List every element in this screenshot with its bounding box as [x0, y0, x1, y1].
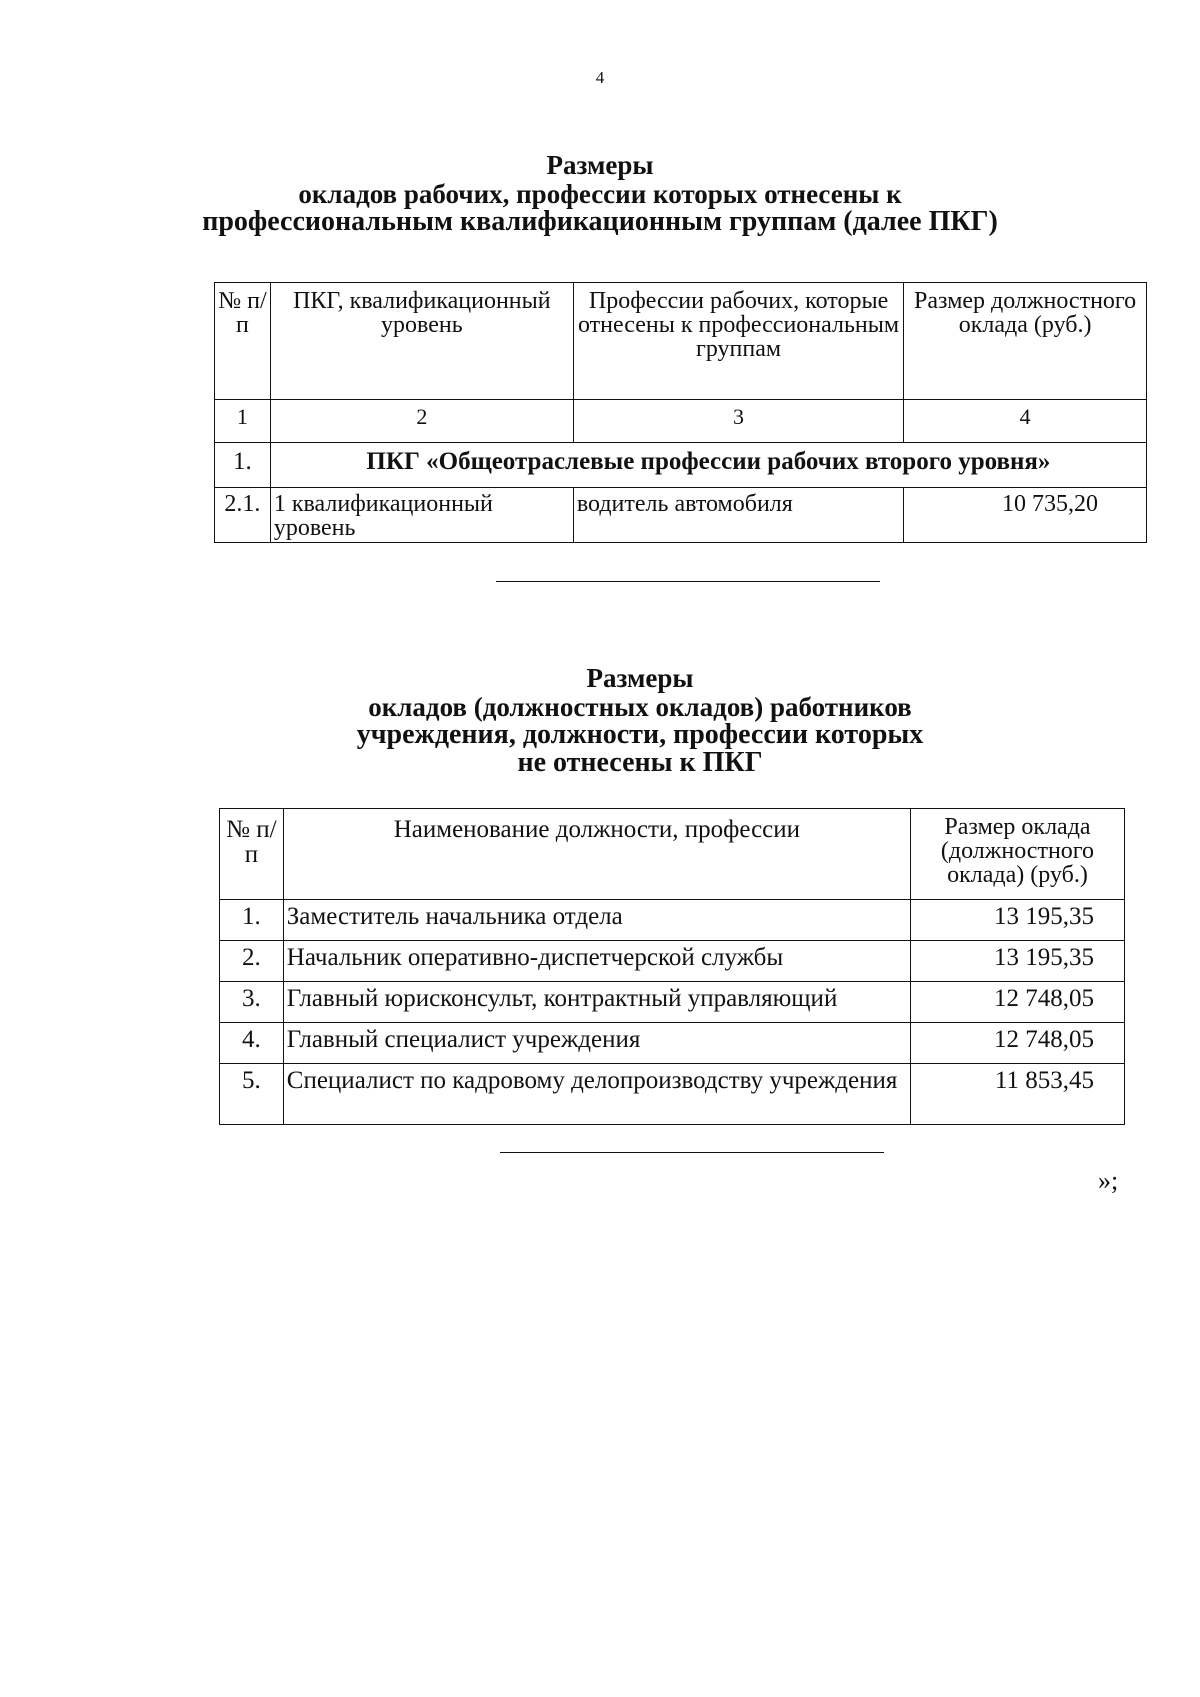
row-number: 5.	[220, 1064, 284, 1125]
staff-salary-table	[219, 808, 1125, 1125]
row-salary: 12 748,05	[910, 1023, 1124, 1064]
header-salary: Размер оклада (должностного оклада) (руб.)	[910, 809, 1124, 900]
section1-title-line: Размеры	[546, 150, 654, 180]
row-salary: 12 748,05	[910, 982, 1124, 1023]
row-number: 2.	[220, 941, 284, 982]
table-row	[220, 941, 1125, 982]
row-position: Главный юрисконсульт, контрактный управляющий	[283, 982, 910, 1023]
page-number: 4	[595, 68, 605, 87]
row-level: 1 квалификационный уровень	[270, 488, 573, 543]
row-profession: водитель автомобиля	[573, 488, 903, 543]
row-number: 1.	[220, 900, 284, 941]
row-position: Специалист по кадровому делопроизводству учреждения	[283, 1064, 910, 1125]
worker-salary-table	[214, 282, 1147, 543]
row-salary: 13 195,35	[910, 941, 1124, 982]
section1-title-line: окладов рабочих, профессии которых отнесены к	[298, 179, 902, 209]
row-salary: 11 853,45	[910, 1064, 1124, 1125]
row-position: Заместитель начальника отдела	[283, 900, 910, 941]
column-number: 4	[904, 400, 1147, 443]
section2-title	[40, 665, 1200, 777]
row-number: 2.1.	[215, 488, 271, 543]
group-title: ПКГ «Общеотраслевые профессии рабочих второго уровня»	[270, 443, 1146, 488]
column-number: 2	[270, 400, 573, 443]
row-position: Главный специалист учреждения	[283, 1023, 910, 1064]
group-row	[215, 443, 1147, 488]
header-position: Наименование должности, профессии	[283, 809, 910, 900]
row-number: 3.	[220, 982, 284, 1023]
column-number: 3	[573, 400, 903, 443]
table-row	[220, 1023, 1125, 1064]
header-number: № п/п	[220, 809, 284, 900]
section2-title-line: учреждения, должности, профессии которых	[356, 719, 924, 750]
table-header-row	[220, 809, 1125, 900]
column-number: 1	[215, 400, 271, 443]
section2-title-line: окладов (должностных окладов) работников	[368, 692, 912, 722]
column-number-row	[215, 400, 1147, 443]
section1-title-line: профессиональным квалификационным группам (далее ПКГ)	[202, 206, 998, 237]
closing-quote-mark: »;	[1098, 1166, 1119, 1195]
header-professions: Профессии рабочих, которые отнесены к профессиональным группам	[573, 283, 903, 400]
header-pkg-level: ПКГ, квалификационный уровень	[270, 283, 573, 400]
table-row	[220, 1064, 1125, 1125]
section2-title-line: не отнесены к ПКГ	[517, 747, 763, 778]
table-header-row	[215, 283, 1147, 400]
table-row	[215, 488, 1147, 543]
row-salary: 10 735,20	[904, 488, 1147, 543]
table-row	[220, 982, 1125, 1023]
header-number: № п/п	[215, 283, 271, 400]
row-position: Начальник оперативно-диспетчерской службы	[283, 941, 910, 982]
divider-line	[500, 1152, 884, 1153]
section1-title	[0, 152, 1200, 236]
row-salary: 13 195,35	[910, 900, 1124, 941]
table-row	[220, 900, 1125, 941]
row-number: 4.	[220, 1023, 284, 1064]
group-number: 1.	[215, 443, 271, 488]
section2-title-line: Размеры	[586, 663, 694, 693]
divider-line	[496, 581, 880, 582]
header-salary: Размер должностного оклада (руб.)	[904, 283, 1147, 400]
